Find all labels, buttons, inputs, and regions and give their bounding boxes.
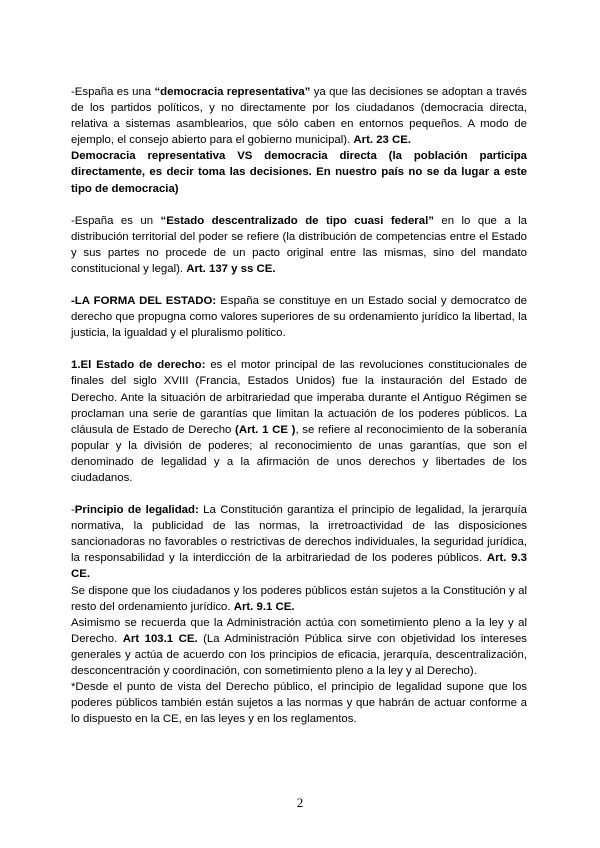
text-run: La Constitución garantiza el principio de legalidad, la jerarquía normativa, la publicidad de las normas, la irretroactividad de las disposiciones sancionadoras no favorables o restrictivas de derechos individuales, la seguridad jurídica, la responsabilidad y la interdicción de la arbitrariedad de los poderes públicos. xyxy=(71,504,531,565)
bold-text: Art. 23 CE. xyxy=(353,134,412,147)
bold-text: Art. 9.3 CE. xyxy=(71,552,531,581)
paragraph xyxy=(71,293,531,341)
bold-text: (Art. 1 CE ) xyxy=(235,423,296,436)
paragraph xyxy=(71,583,531,615)
text-run: -España es una xyxy=(71,86,155,98)
paragraph-spacer xyxy=(71,486,527,502)
bold-text: “democracia representativa” xyxy=(154,86,311,98)
document-body xyxy=(71,84,531,727)
bold-text: Democracia representativa VS democracia directa (la población participa directamente, es decir toma las decisiones. En nuestro país no se da lugar a este tipo de democracia) xyxy=(71,150,531,195)
paragraph xyxy=(71,213,531,277)
text-run: Se dispone que los ciudadanos y los poderes públicos están sujetos a la Constitución y al resto del ordenamiento jurídico. xyxy=(71,584,531,613)
bold-text: “Estado descentralizado de tipo cuasi federal” xyxy=(160,214,434,227)
paragraph xyxy=(71,502,531,582)
text-run: , se refiere al reconocimiento de la soberanía popular y la división de poderes; al reconocimiento de unas garantías, que son el denominado de legalidad y a la afirmación de unos derechos y libertades de los ciudadanos. xyxy=(71,423,531,484)
text-run: en lo que a la distribución territorial del poder se refiere (la distribución de competencias entre el Estado y sus partes no procede de un pacto original entre las mismas, sino del mandato constitucional y legal). xyxy=(71,214,531,275)
paragraph-spacer xyxy=(71,277,527,293)
page-number: 2 xyxy=(296,795,304,810)
paragraph xyxy=(71,679,531,727)
text-run: España se constituye en un Estado social y democratco de derecho que propugna como valores superiores de su ordenamiento jurídico la libertad, la justicia, la igualdad y el pluralismo político. xyxy=(71,295,531,340)
bold-text: Art. 137 y ss CE. xyxy=(186,262,276,275)
text-run: es el motor principal de las revoluciones constitucionales de finales del siglo XVIII (Francia, Estados Unidos) fue la instauración del Estado de Derecho. Ante la situación de arbitrariedad que imperaba durante el Antiguo Régimen se proclaman una serie de garantías que limitan la actuación de los poderes públicos. La cláusula de Estado de Derecho xyxy=(71,359,531,436)
bold-text: Art. 9.1 CE. xyxy=(233,600,295,613)
text-run: Asimismo se recuerda que la Administración actúa con sometimiento pleno a la ley y al Derecho. xyxy=(71,616,531,645)
paragraph xyxy=(71,615,531,679)
text-run: ya que las decisiones se adoptan a través de los partidos políticos, y no directamente por los ciudadanos (democracia directa, relativa a sistemas asamblearios, que sólo caben en entornos pequeños. A modo de ejemplo, el consejo abierto para el gobierno municipal). xyxy=(71,86,531,147)
bold-text: Principio de legalidad: xyxy=(74,504,199,517)
paragraph-spacer xyxy=(71,341,527,357)
bold-text: Art 103.1 CE. xyxy=(122,632,198,645)
paragraph-spacer xyxy=(71,197,527,213)
text-run: -España es un xyxy=(71,214,161,227)
paragraph xyxy=(71,148,531,196)
text-run: (La Administración Pública sirve con objetividad los intereses generales y actúa de acuerdo con los principios de eficacia, jerarquía, descentralización, desconcentración y coordinación, con sometimiento pleno a la ley y al Derecho). xyxy=(71,632,531,677)
text-run: - xyxy=(71,504,75,517)
text-run: *Desde el punto de vista del Derecho público, el principio de legalidad supone que los poderes públicos también están sujetos a las normas y que habrán de actuar conforme a lo dispuesto en la CE, en las leyes y en los reglamentos. xyxy=(71,681,531,726)
bold-text: 1.El Estado de derecho: xyxy=(71,359,206,372)
paragraph xyxy=(71,84,531,148)
bold-text: -LA FORMA DEL ESTADO: xyxy=(71,295,217,308)
paragraph xyxy=(71,357,531,486)
